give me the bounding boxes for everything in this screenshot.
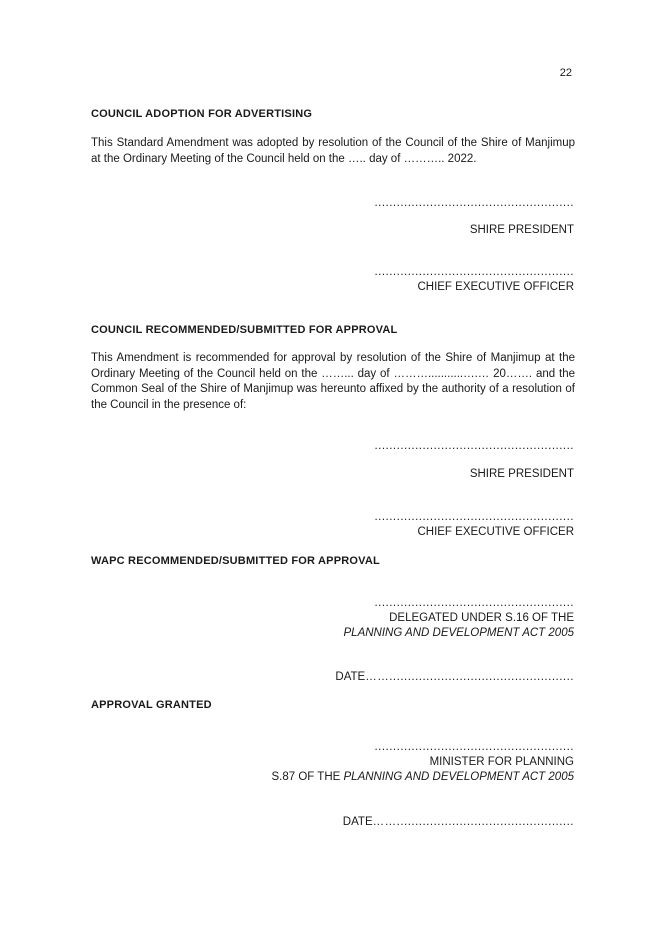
label-s87	[271, 770, 574, 785]
signature-line-ceo-2: ......................................................	[374, 511, 574, 523]
page-number: 22	[559, 67, 572, 79]
date-line-wapc	[335, 670, 574, 685]
heading-approval-granted: APPROVAL GRANTED	[91, 699, 212, 711]
date-dots-minister: ……................................................	[372, 816, 574, 828]
date-line-minister	[343, 815, 574, 830]
label-minister: MINISTER FOR PLANNING	[429, 756, 574, 768]
date-dots-wapc: ……..................................................	[365, 671, 574, 683]
paragraph-recommended: This Amendment is recommended for approval by resolution of the Shire of Manjimup at the Ordinary Meeting of the Council held on the ……... day of ………...........….… 20……. and the Common Seal of the Shire of Manjimup was hereunto affixed by the authority of a resolution of the Council in the presence of:	[91, 352, 575, 411]
signature-line-wapc: ......................................................	[374, 597, 574, 609]
label-ceo-1: CHIEF EXECUTIVE OFFICER	[417, 281, 574, 293]
signature-line-minister: ......................................................	[374, 741, 574, 753]
heading-council-recommended: COUNCIL RECOMMENDED/SUBMITTED FOR APPROVAL	[91, 324, 398, 336]
label-shire-president-2: SHIRE PRESIDENT	[469, 468, 574, 480]
label-s87-prefix: S.87 OF THE	[271, 771, 344, 783]
paragraph-adoption: This Standard Amendment was adopted by resolution of the Council of the Shire of Manjimup at the Ordinary Meeting of the Council held on the ….. day of ……….. 2022.	[91, 137, 575, 165]
heading-council-adoption: COUNCIL ADOPTION FOR ADVERTISING	[91, 108, 313, 120]
label-delegated: DELEGATED UNDER S.16 OF THE	[389, 612, 574, 624]
signature-line-shire-president-1: ......................................................	[374, 197, 574, 209]
date-label-wapc: DATE	[335, 671, 366, 683]
signature-line-shire-president-2: ......................................................	[374, 440, 574, 452]
label-act-s87: PLANNING AND DEVELOPMENT ACT 2005	[343, 771, 574, 783]
label-ceo-2: CHIEF EXECUTIVE OFFICER	[417, 526, 574, 538]
heading-wapc-recommended: WAPC RECOMMENDED/SUBMITTED FOR APPROVAL	[91, 555, 380, 567]
label-act-wapc: PLANNING AND DEVELOPMENT ACT 2005	[343, 627, 574, 639]
date-label-minister: DATE	[342, 816, 373, 828]
signature-line-ceo-1: ......................................................	[374, 266, 574, 278]
label-shire-president-1: SHIRE PRESIDENT	[469, 224, 574, 236]
